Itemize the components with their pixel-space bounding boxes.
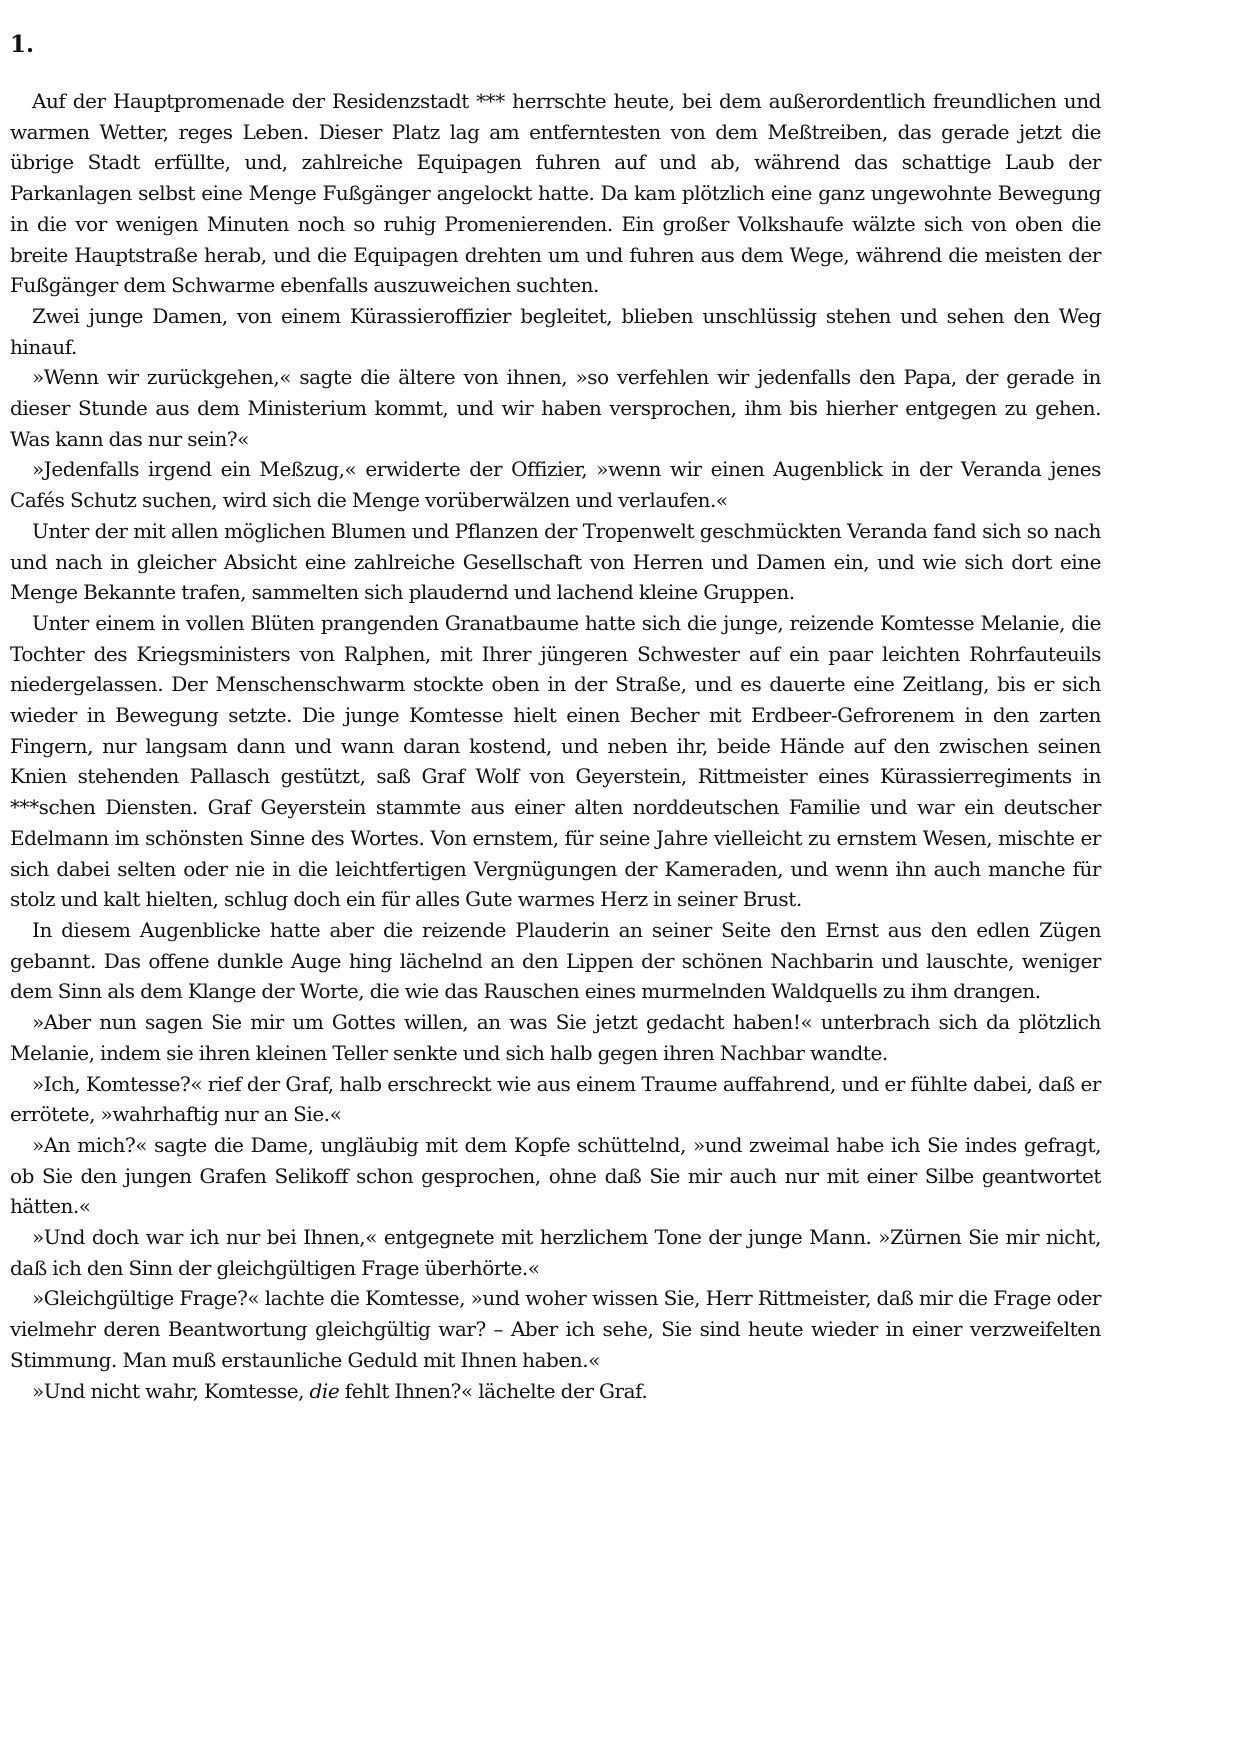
paragraph: »Jedenfalls irgend ein Meßzug,« erwiderte der Offizier, »wenn wir einen Augenblick in der Veranda jenes Cafés Schutz suchen, wird sich die Menge vorüberwälzen und verlaufen.«: [10, 457, 1101, 513]
paragraph: Unter der mit allen möglichen Blumen und Pflanzen der Tropenwelt geschmückten Veranda fand sich so nach und nach in gleicher Absicht eine zahlreiche Gesellschaft von Herren und Damen ein, und wie sich dort eine Menge Bekannte trafen, sammelten sich plaudernd und lachend kleine Gruppen.: [10, 518, 1101, 605]
paragraph: »An mich?« sagte die Dame, ungläubig mit dem Kopfe schüttelnd, »und zweimal habe ich Sie indes gefragt, ob Sie den jungen Grafen Selikoff schon gesprochen, ohne daß Sie mir auch nur mit einer Silbe geantwortet hätten.«: [10, 1132, 1101, 1219]
chapter-body: [10, 86, 1101, 1406]
emphasized-word: die: [309, 1378, 340, 1403]
paragraph-last: [10, 1376, 1101, 1407]
paragraph: In diesem Augenblicke hatte aber die reizende Plauderin an seiner Seite den Ernst aus den edlen Zügen gebannt. Das offene dunkle Auge hing lächelnd an den Lippen der schönen Nachbarin und lauschte, weniger dem Sinn als dem Klange der Worte, die wie das Rauschen eines murmelnden Waldquells zu ihm drangen.: [10, 917, 1101, 1004]
chapter-number: 1.: [10, 31, 35, 58]
text-run: »Und nicht wahr, Komtesse,: [32, 1378, 310, 1403]
paragraph: »Und doch war ich nur bei Ihnen,« entgegnete mit herzlichem Tone der junge Mann. »Zürnen Sie mir nicht, daß ich den Sinn der gleichgültigen Frage überhörte.«: [10, 1225, 1101, 1280]
paragraph: »Ich, Komtesse?« rief der Graf, halb erschreckt wie aus einem Traume auffahrend, und er fühlte dabei, daß er errötete, »wahrhaftig nur an Sie.«: [10, 1071, 1101, 1127]
paragraph: Auf der Hauptpromenade der Residenzstadt *** herrschte heute, bei dem außerordentlich freundlichen und warmen Wetter, reges Leben. Dieser Platz lag am entferntesten von dem Meßtreiben, das gerade jetzt die übrige Stadt erfüllte, und, zahlreiche Equipagen fuhren auf und ab, während das schattige Laub der Parkanlagen selbst eine Menge Fußgänger angelockt hatte. Da kam plötzlich eine ganz ungewohnte Bewegung in die vor wenigen Minuten noch so ruhig Promenierenden. Ein großer Volkshaufe wälzte sich von oben die breite Hauptstraße herab, und die Equipagen drehten um und fuhren aus dem Wege, während die meisten der Fußgänger dem Schwarme ebenfalls auszuweichen suchten.: [10, 89, 1101, 298]
text-run: fehlt Ihnen?« lächelte der Graf.: [339, 1378, 648, 1403]
paragraph: Unter einem in vollen Blüten prangenden Granatbaume hatte sich die junge, reizende Komtesse Melanie, die Tochter des Kriegsministers von Ralphen, mit Ihrer jüngeren Schwester auf ein paar leichten Rohrfauteuils niedergelassen. Der Menschenschwarm stockte oben in der Straße, und es dauerte eine Zeitlang, bis er sich wieder in Bewegung setzte. Die junge Komtesse hielt einen Becher mit Erdbeer-Gefrorenem in den zarten Fingern, nur langsam dann und wann daran kostend, und neben ihr, beide Hände auf den zwischen seinen Knien stehenden Pallasch gestützt, saß Graf Wolf von Geyerstein, Rittmeister eines Kürassierregiments in ***schen Diensten. Graf Geyerstein stammte aus einer alten norddeutschen Familie und war ein deutscher Edelmann im schönsten Sinne des Wortes. Von ernstem, für seine Jahre vielleicht zu ernstem Wesen, mischte er sich dabei selten oder nie in die leichtfertigen Vergnügungen der Kameraden, und wenn ihn auch manche für stolz und kalt hielten, schlug doch ein für alles Gute warmes Herz in seiner Brust.: [10, 610, 1101, 912]
paragraph: »Gleichgültige Frage?« lachte die Komtesse, »und woher wissen Sie, Herr Rittmeister, daß mir die Frage oder vielmehr deren Beantwortung gleichgültig war? – Aber ich sehe, Sie sind heute wieder in einer verzweifelten Stimmung. Man muß erstaunliche Geduld mit Ihnen haben.«: [10, 1286, 1101, 1372]
document-page: [10, 28, 1101, 1406]
paragraph: »Aber nun sagen Sie mir um Gottes willen, an was Sie jetzt gedacht haben!« unterbrach sich da plötzlich Melanie, indem sie ihren kleinen Teller senkte und sich halb gegen ihren Nachbar wandte.: [10, 1010, 1101, 1065]
paragraph: »Wenn wir zurückgehen,« sagte die ältere von ihnen, »so verfehlen wir jedenfalls den Papa, der gerade in dieser Stunde aus dem Ministerium kommt, und wir haben versprochen, ihm bis hierher entgegen zu gehen. Was kann das nur sein?«: [10, 365, 1101, 451]
paragraph: Zwei junge Damen, von einem Kürassieroffizier begleitet, blieben unschlüssig stehen und sehen den Weg hinauf.: [10, 303, 1101, 359]
